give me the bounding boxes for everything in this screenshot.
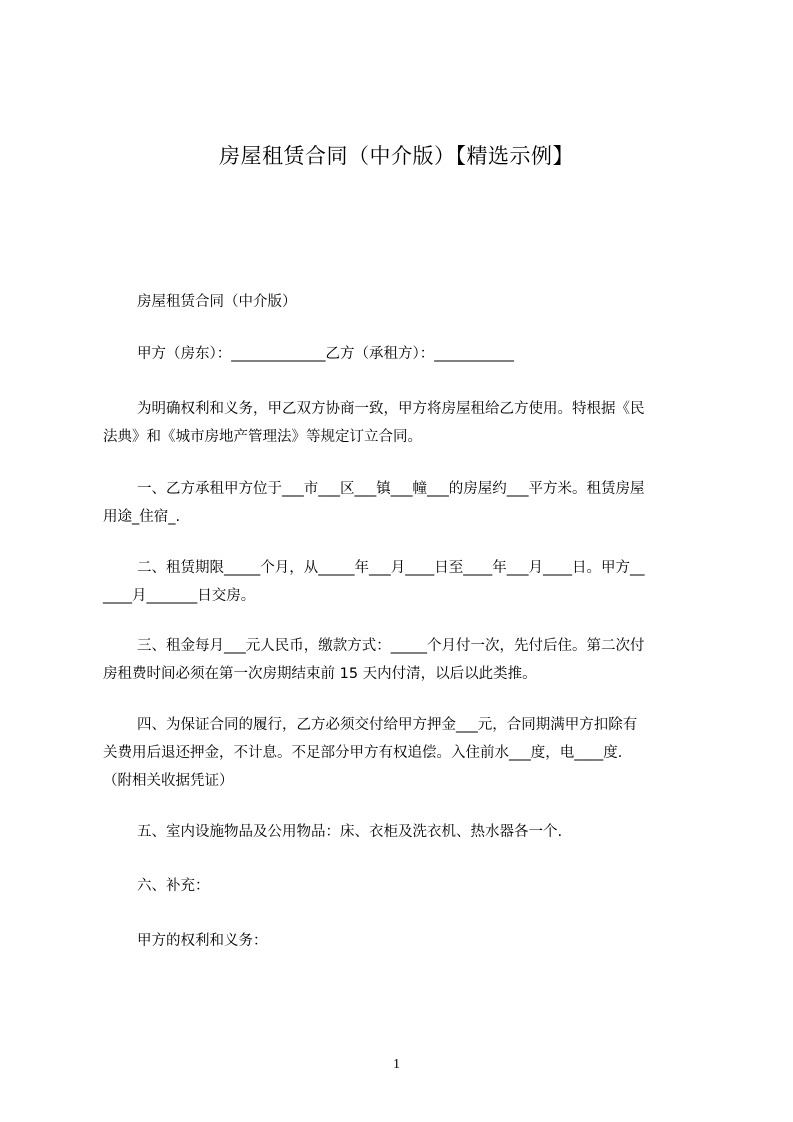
section-heading-line: 甲方的权利和义务：	[137, 933, 268, 949]
clause-3-line-2: 房租费时间必须在第一次房期结束前 15 天内付清，以后以此类推。	[103, 666, 537, 682]
preamble-line-1: 为明确权利和义务，甲乙双方协商一致，甲方将房屋租给乙方使用。特根据《民	[137, 401, 645, 417]
clause-5-line: 五、室内设施物品及公用物品：床、衣柜及洗衣机、热水器各一个.	[137, 824, 563, 840]
preamble-paragraph	[103, 395, 703, 451]
clause-2-line-1: 二、租赁期限_____个月，从_____年___月____日至____年___月____日。甲方__	[137, 560, 645, 576]
parties-text: 甲方（房东）：_____________乙方（承租方）：___________	[137, 346, 514, 362]
clause-2-paragraph	[103, 554, 703, 610]
clause-4-paragraph	[103, 711, 703, 795]
clause-1-paragraph	[103, 475, 703, 531]
clause-4-line-1: 四、为保证合同的履行，乙方必须交付给甲方押金___元，合同期满甲方扣除有	[137, 717, 638, 733]
clause-5-paragraph	[103, 818, 703, 846]
parties-line	[103, 340, 703, 368]
clause-3-line-1: 三、租金每月___元人民币，缴款方式：_____个月付一次，先付后住。第二次付	[137, 638, 645, 654]
clause-2-line-2: ____月_______日交房。	[103, 588, 256, 604]
clause-4-line-2: 关费用后退还押金，不计息。不足部分甲方有权追偿。入住前水___度，电____度.	[103, 745, 623, 761]
document-title: 房屋租赁合同（中介版）【精选示例】	[219, 144, 574, 168]
subtitle-line: 房屋租赁合同（中介版）	[137, 294, 297, 310]
page-number: 1	[393, 1057, 400, 1072]
clause-6-line: 六、补充：	[137, 878, 210, 894]
clause-1-line-2: 用途_住宿_.	[103, 509, 181, 525]
clause-1-line-1: 一、乙方承租甲方位于___市___区___镇___幢___的房屋约___平方米。租赁房屋	[137, 481, 645, 497]
preamble-line-2: 法典》和《城市房地产管理法》等规定订立合同。	[103, 429, 422, 445]
party-a-rights-heading	[103, 927, 703, 955]
contract-subtitle	[103, 288, 703, 316]
clause-4-line-3: （附相关收据凭证）	[103, 773, 234, 789]
clause-6-paragraph	[103, 872, 703, 900]
clause-3-paragraph	[103, 632, 703, 688]
